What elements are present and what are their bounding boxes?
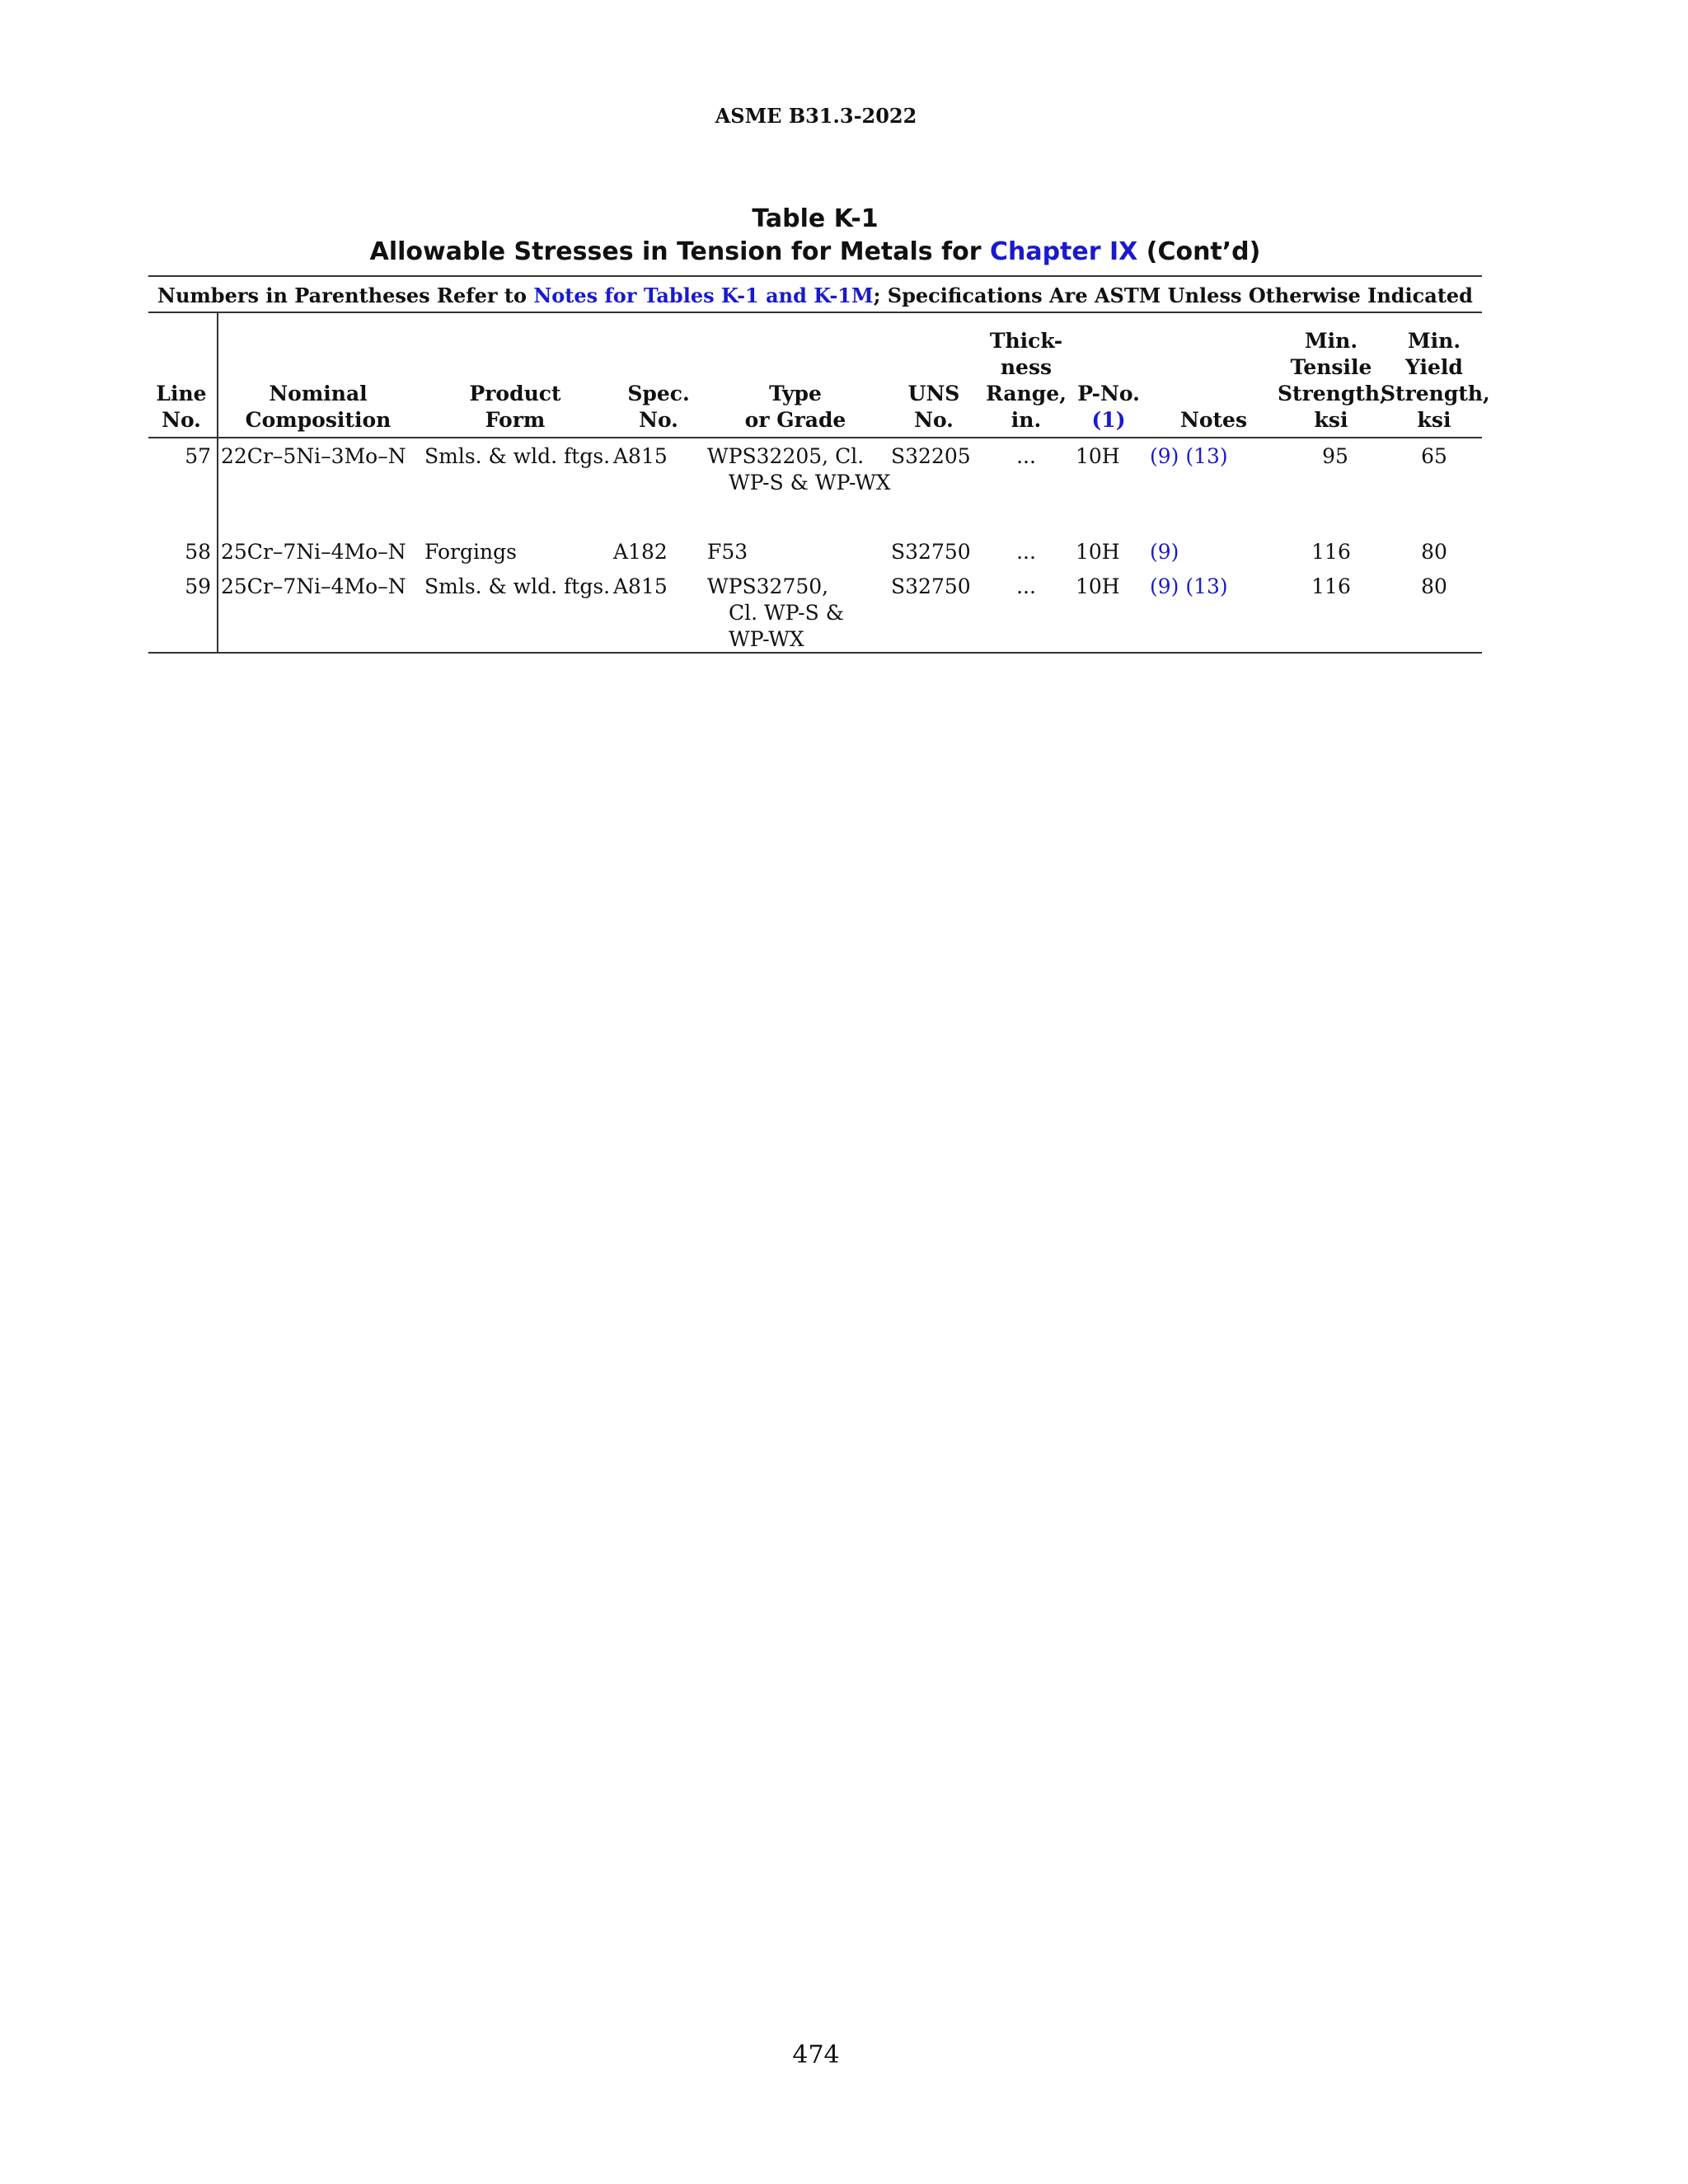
p-no-note-link[interactable]: (1) (1091, 408, 1126, 432)
table-bottom-rule (148, 652, 1482, 654)
cell-line: 58 (185, 540, 211, 564)
header-uns-no: UNS No. (907, 382, 960, 432)
chapter-link[interactable]: Chapter IX (989, 237, 1138, 266)
cell-p-no: 10H (1076, 574, 1120, 598)
cell-p-no: 10H (1076, 540, 1120, 564)
page-number: 474 (792, 2041, 840, 2069)
table-caption: Allowable Stresses in Tension for Metals for Chapter IX (Cont’d) (369, 237, 1261, 266)
line-number-divider (217, 312, 218, 652)
cell-line: 59 (185, 574, 211, 598)
header-product-form: Product Form (469, 382, 561, 432)
header-type-grade: Type or Grade (744, 382, 846, 432)
cell-grade: WPS32205, Cl. WP-S & WP-WX (707, 444, 891, 494)
cell-yield: 65 (1421, 444, 1447, 468)
header-bottom-rule (148, 437, 1482, 438)
cell-product-form: Forgings (424, 540, 517, 564)
header-p-no: P-No. (1) (1071, 381, 1146, 434)
cell-yield: 80 (1421, 540, 1447, 564)
cell-thickness: ... (1016, 574, 1036, 598)
cell-grade: WPS32750, Cl. WP-S & WP-WX (707, 574, 844, 651)
table-title (148, 203, 1482, 269)
cell-grade: F53 (707, 540, 748, 564)
table-subheading: Numbers in Parentheses Refer to Notes for Tables K-1 and K-1M; Specifications Are ASTM Unless Otherwise Indicated (157, 284, 1473, 307)
cell-tensile: 116 (1311, 540, 1351, 564)
cell-line: 57 (185, 444, 211, 468)
cell-composition: 25Cr–7Ni–4Mo–N (221, 574, 406, 598)
cell-spec: A815 (613, 444, 668, 468)
cell-tensile: 116 (1311, 574, 1351, 598)
cell-composition: 22Cr–5Ni–3Mo–N (221, 444, 406, 468)
header-composition: Nominal Composition (245, 382, 392, 432)
cell-notes[interactable]: (9) (13) (1150, 444, 1228, 468)
cell-spec: A182 (613, 540, 668, 564)
cell-thickness: ... (1016, 540, 1036, 564)
cell-thickness: ... (1016, 444, 1036, 468)
cell-uns: S32750 (891, 574, 971, 598)
running-head: ASME B31.3-2022 (715, 104, 917, 128)
header-notes: Notes (1179, 408, 1248, 432)
subheading-rule (148, 312, 1482, 313)
cell-product-form: Smls. & wld. ftgs. (424, 574, 611, 598)
cell-notes[interactable]: (9) (1150, 540, 1179, 564)
table-number: Table K-1 (752, 204, 879, 233)
header-line-no: Line No. (156, 382, 207, 432)
header-tensile: Min. Tensile Strength, ksi (1278, 329, 1387, 432)
cell-product-form: Smls. & wld. ftgs. (424, 444, 611, 468)
cell-tensile: 95 (1322, 444, 1348, 468)
notes-link[interactable]: Notes for Tables K-1 and K-1M (533, 284, 874, 307)
cell-composition: 25Cr–7Ni–4Mo–N (221, 540, 406, 564)
cell-yield: 80 (1421, 574, 1447, 598)
header-thickness: Thick- ness Range, in. (986, 329, 1067, 432)
header-yield: Min. Yield Strength, ksi (1381, 329, 1490, 432)
cell-p-no: 10H (1076, 444, 1120, 468)
cell-uns: S32750 (891, 540, 971, 564)
header-spec-no: Spec. No. (627, 382, 690, 432)
cell-uns: S32205 (891, 444, 971, 468)
table-top-rule (148, 275, 1482, 277)
cell-notes[interactable]: (9) (13) (1150, 574, 1228, 598)
cell-spec: A815 (613, 574, 668, 598)
